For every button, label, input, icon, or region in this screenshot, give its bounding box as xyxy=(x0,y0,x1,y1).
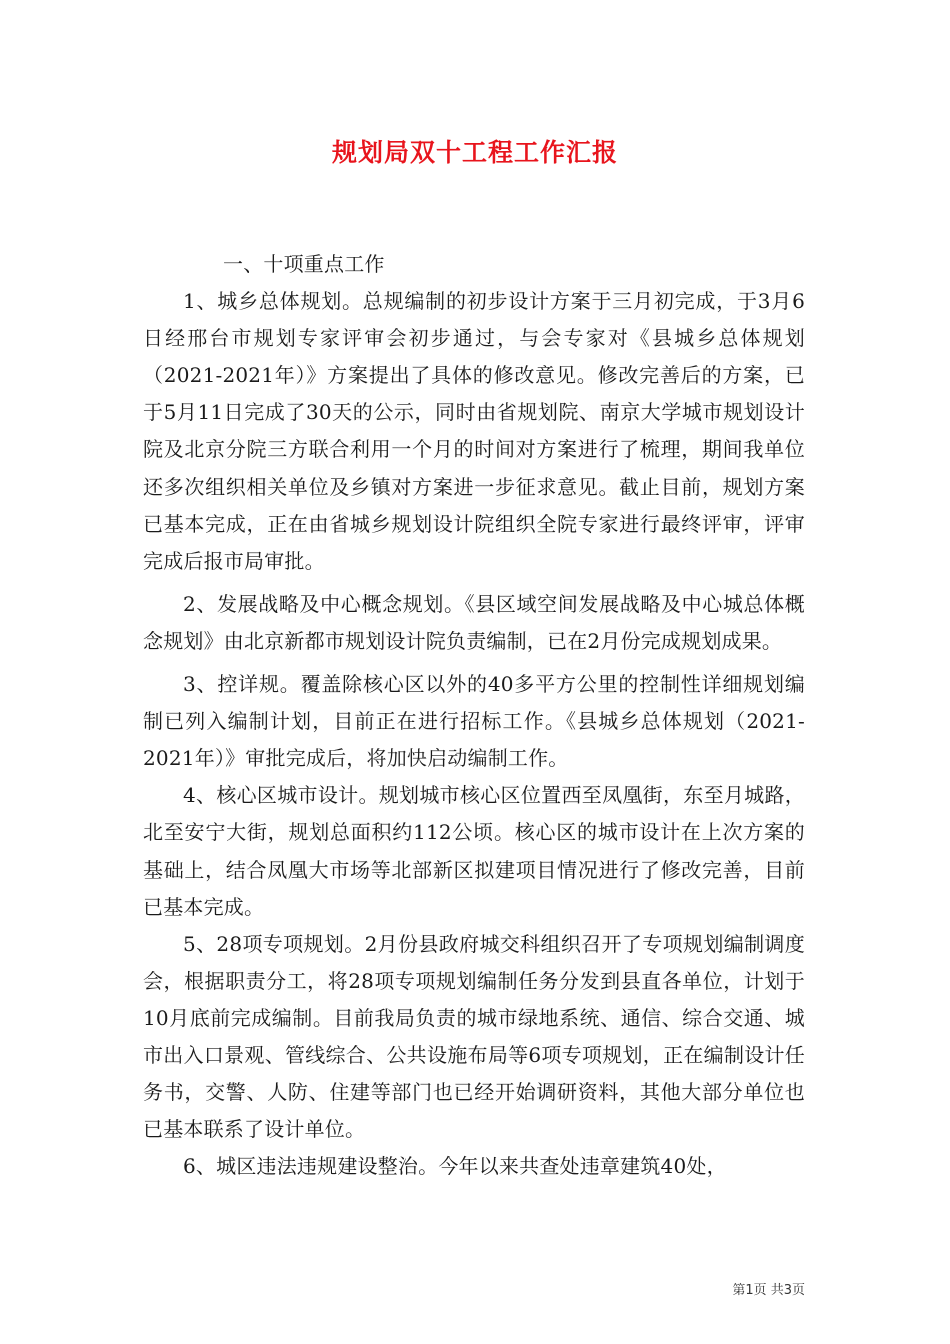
document-title: 规划局双十工程工作汇报 xyxy=(331,138,618,167)
paragraph-3: 3、控详规。覆盖除核心区以外的40多平方公里的控制性详细规划编制已列入编制计划，目前正在进行招标工作。《县城乡总体规划（2021-2021年）》审批完成后，将加快启动编制工作。 xyxy=(143,672,805,771)
page-number: 第1页 共3页 xyxy=(732,1283,805,1298)
paragraph-5: 5、28项专项规划。2月份县政府城交科组织召开了专项规划编制调度会，根据职责分工，将28项专项规划编制任务分发到县直各单位，计划于10月底前完成编制。目前我局负责的城市绿地系统、通信、综合交通、城市出入口景观、管线综合、公共设施布局等6项专项规划，正在编制设计任务书，交警、人防、住建等部门也已经开始调研资料，其他大部分单位也已基本联系了设计单位。 xyxy=(143,931,805,1142)
paragraph-6: 6、城区违法违规建设整治。今年以来共查处违章建筑40处， xyxy=(183,1154,727,1179)
paragraph-4: 4、核心区城市设计。规划城市核心区位置西至凤凰街，东至月城路，北至安宁大街，规划总面积约112公顷。核心区的城市设计在上次方案的基础上，结合凤凰大市场等北部新区拟建项目情况进行了修改完善，目前已基本完成。 xyxy=(143,783,805,919)
paragraph-1: 1、城乡总体规划。总规编制的初步设计方案于三月初完成，于3月6日经邢台市规划专家评审会初步通过，与会专家对《县城乡总体规划（2021-2021年）》方案提出了具体的修改意见。修改完善后的方案，已于5月11日完成了30天的公示，同时由省规划院、南京大学城市规划设计院及北京分院三方联合利用一个月的时间对方案进行了梳理，期间我单位还多次组织相关单位及乡镇对方案进一步征求意见。截止目前，规划方案已基本完成，正在由省城乡规划设计院组织全院专家进行最终评审，评审完成后报市局审批。 xyxy=(143,289,805,573)
document-body xyxy=(143,246,805,1185)
section-heading: 一、十项重点工作 xyxy=(223,252,385,276)
paragraph-2: 2、发展战略及中心概念规划。《县区域空间发展战略及中心城总体概念规划》由北京新都市规划设计院负责编制，已在2月份完成规划成果。 xyxy=(143,591,805,653)
